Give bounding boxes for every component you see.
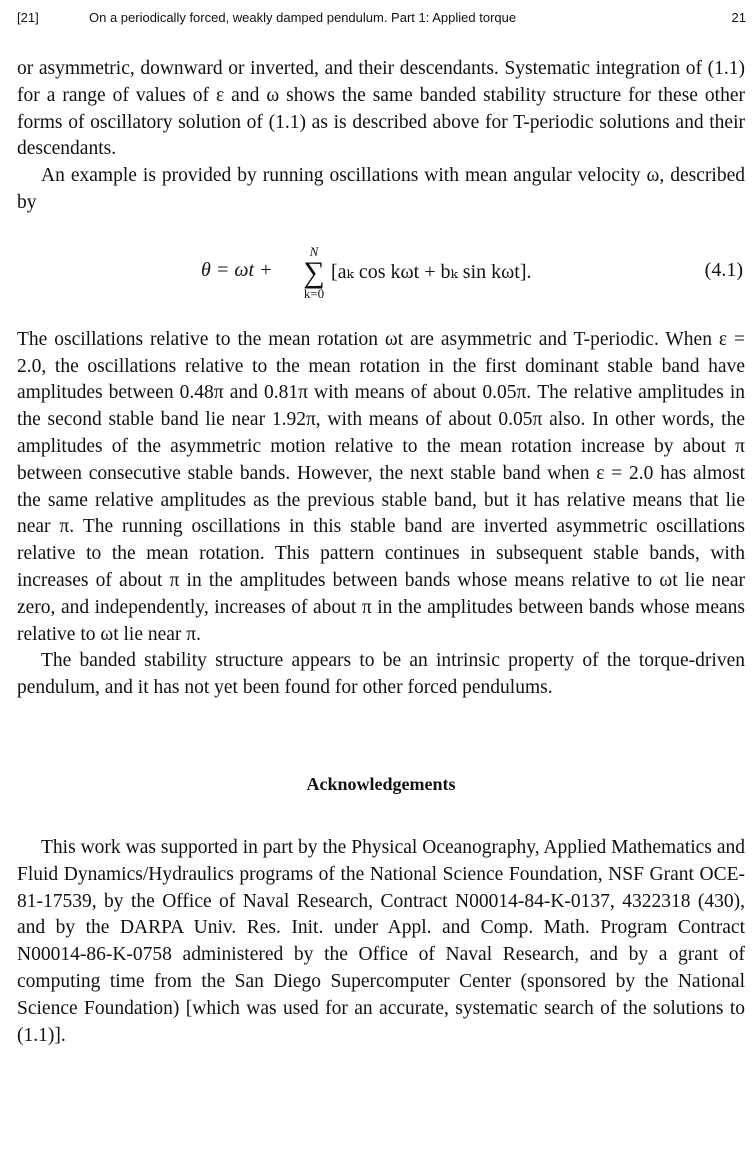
paragraph-2: An example is provided by running oscillations with mean angular velocity ω, described by	[17, 165, 745, 213]
paragraph-3: The oscillations relative to the mean rotation ωt are asymmetric and T-periodic. When ε = 2.0, the oscillations relative to the mean rotation in the first dominant stable band have amplitudes between 0.48π and 0.81π with means of about 0.05π. The relative amplitudes in the second stable band lie near 1.92π, with means of about 0.05π also. In other words, the amplitudes of the asymmetric motion relative to the mean rotation increase by about π between consecutive stable bands. However, the next stable band when ε = 2.0 has almost the same relative amplitudes as the previous stable band, but it has relative means that lie near π. The running oscillations in this stable band are inverted asymmetric oscillations relative to the mean rotation. This pattern continues in subsequent stable bands, with increases of about π in the amplitudes between bands whose means relative to ωt lie near zero, and independently, increases of about π in the amplitudes between bands whose means relative to ωt lie near π.	[17, 328, 745, 645]
sum-upper-limit: N	[309, 243, 319, 259]
equation-number: (4.1)	[704, 258, 743, 281]
paragraph-4: The banded stability structure appears to be an intrinsic property of the torque-driven pendulum, and it has not yet been found for other forced pendulums.	[17, 650, 745, 699]
equation-rhs: [aₖ cos kωt + bₖ sin kωt].	[331, 260, 532, 283]
header-title: On a periodically forced, weakly damped pendulum. Part 1: Applied torque	[89, 10, 517, 25]
page-number: 21	[731, 10, 746, 25]
acknowledgements-heading: Acknowledgements	[306, 773, 456, 794]
sum-symbol: ∑	[303, 255, 325, 289]
paragraph-1: or asymmetric, downward or inverted, and their descendants. Systematic integration of (1.1) for a range of values of ε and ω shows the same banded stability structure for these other forms of oscillatory solution of (1.1) as is described above for T-periodic solutions and their descendants.	[17, 58, 745, 160]
equation-4-1	[17, 217, 745, 327]
header-number: [21]	[17, 10, 39, 25]
equation-lhs: θ = ωt +	[201, 258, 273, 281]
summation	[300, 245, 328, 301]
acknowledgements-paragraph: This work was supported in part by the Physical Oceanography, Applied Mathematics and Fluid Dynamics/Hydraulics programs of the National Science Foundation, NSF Grant OCE-81-17539, by the Office of Naval Research, Contract N00014-84-K-0137, 4322318 (430), and by the DARPA Univ. Res. Init. under Appl. and Comp. Math. Program Contract N00014-86-K-0758 administered by the Office of Naval Research, and by a grant of computing time from the San Diego Supercomputer Center (sponsored by the National Science Foundation) [which was used for an accurate, systematic search of the solutions to (1.1)].	[17, 836, 745, 1046]
sum-lower-limit: k=0	[303, 285, 325, 301]
main-text	[17, 56, 745, 1049]
running-header	[17, 8, 746, 28]
